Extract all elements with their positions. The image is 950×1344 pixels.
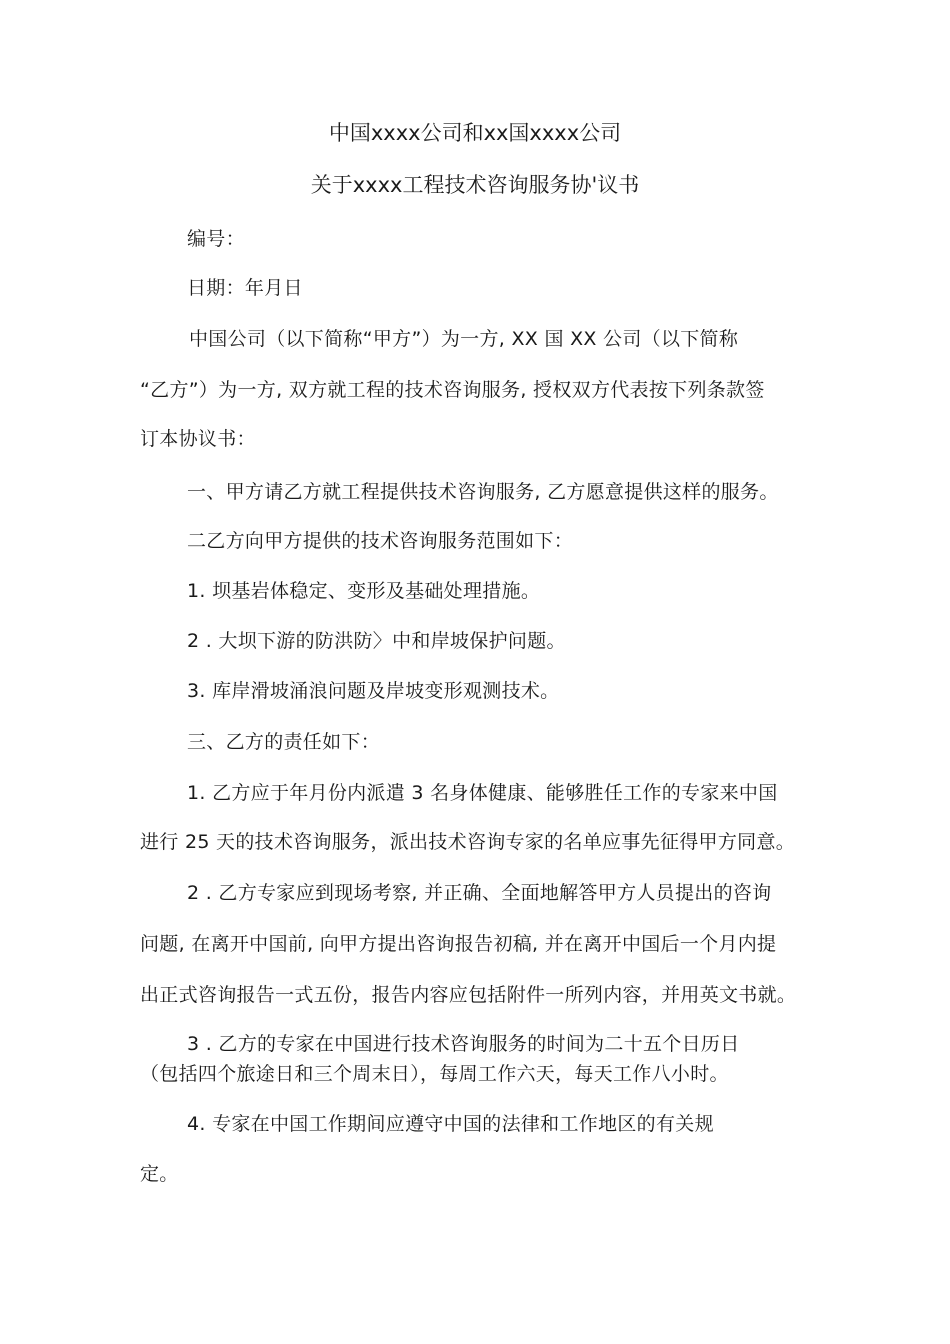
section-2-item-2: 2 . 大坝下游的防洪防〉中和岸坡保护问题。	[187, 630, 566, 652]
date-label: 日期：年月日	[187, 277, 303, 299]
section-2-item-3: 3. 库岸滑坡涌浪问题及岸坡变形观测技术。	[187, 680, 560, 702]
section-3-item-2-line-3: 出正式咨询报告一式五份，报告内容应包括附件一所列内容，并用英文书就。	[140, 984, 797, 1006]
section-3-item-2-line-1: 2 . 乙方专家应到现场考察, 并正确、全面地解答甲方人员提出的咨询	[187, 882, 772, 904]
section-3-heading: 三、乙方的责任如下：	[187, 731, 381, 753]
section-3-item-1-line-2: 进行 25 天的技术咨询服务，派出技术咨询专家的名单应事先征得甲方同意。	[140, 831, 796, 853]
title-line-2: 关于xxxx工程技术咨询服务协'议书	[310, 173, 640, 197]
intro-line-3: 订本协议书：	[140, 428, 256, 450]
section-3-item-3-line-2: （包括四个旅途日和三个周末日），每周工作六天，每天工作八小时。	[140, 1063, 729, 1085]
title-line-1: 中国xxxx公司和xx国xxxx公司	[328, 121, 622, 145]
intro-line-2: “乙方”）为一方, 双方就工程的技术咨询服务, 授权双方代表按下列条款签	[140, 379, 765, 401]
section-2-heading: 二乙方向甲方提供的技术咨询服务范围如下：	[187, 530, 574, 552]
section-3-item-4-line-1: 4. 专家在中国工作期间应遵守中国的法律和工作地区的有关规	[187, 1113, 714, 1135]
section-3-item-4-line-2: 定。	[140, 1163, 179, 1185]
number-label: 编号：	[187, 228, 245, 250]
section-2-item-1: 1. 坝基岩体稳定、变形及基础处理措施。	[187, 580, 541, 602]
section-1: 一、甲方请乙方就工程提供技术咨询服务, 乙方愿意提供这样的服务。	[187, 481, 779, 503]
section-3-item-3-line-1: 3 . 乙方的专家在中国进行技术咨询服务的时间为二十五个日历日	[187, 1033, 740, 1055]
section-3-item-2-line-2: 问题, 在离开中国前, 向甲方提出咨询报告初稿, 并在离开中国后一个月内提	[140, 933, 777, 955]
section-3-item-1-line-1: 1. 乙方应于年月份内派遣 3 名身体健康、能够胜任工作的专家来中国	[187, 782, 778, 804]
intro-line-1: 中国公司（以下简称“甲方”）为一方, XX 国 XX 公司（以下简称	[189, 328, 739, 350]
